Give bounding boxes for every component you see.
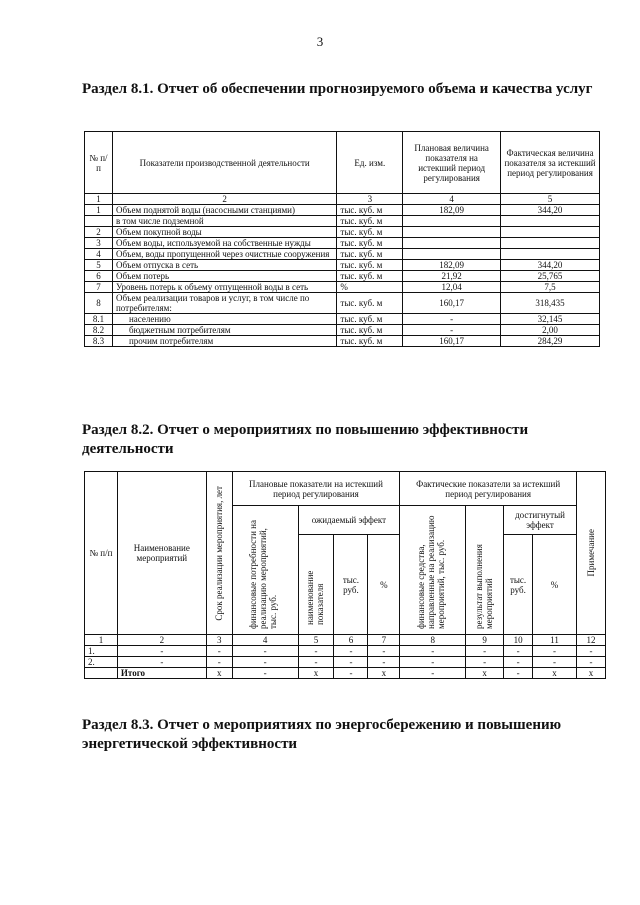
col-number: 9 [466, 635, 504, 646]
row-unit: тыс. куб. м [337, 238, 403, 249]
row-actual: 344,20 [501, 260, 600, 271]
table-cell: - [368, 646, 400, 657]
table-cell: - [576, 657, 605, 668]
row-unit: тыс. куб. м [337, 249, 403, 260]
table-row [85, 657, 606, 668]
section-8-3-title: Раздел 8.3. Отчет о мероприятиях по энергосбережению и повышению энергетической эффективности [82, 717, 562, 752]
col-number: 4 [403, 194, 501, 205]
row-planned: 160,17 [403, 293, 501, 314]
col-number: 7 [368, 635, 400, 646]
table-cell: - [400, 668, 466, 679]
table-cell: x [533, 668, 577, 679]
table-cell: - [576, 646, 605, 657]
t2-header-name: Наименование мероприятий [117, 472, 206, 635]
row-indicator: Объем воды, используемой на собственные нужды [112, 238, 336, 249]
t2-header-percent-2: % [533, 535, 577, 635]
row-actual: 344,20 [501, 205, 600, 216]
t2-header-expected-effect: ожидаемый эффект [298, 506, 400, 535]
table-cell: - [334, 668, 368, 679]
col-number: 5 [298, 635, 334, 646]
table-cell: - [298, 646, 334, 657]
table-row [85, 260, 600, 271]
row-indicator: Объем покупной воды [112, 227, 336, 238]
row-unit: % [337, 282, 403, 293]
table-cell: - [368, 657, 400, 668]
t2-header-plan-finance: финансовые потребности на реализацию мероприятий, тыс. руб. [248, 520, 279, 629]
row-actual [501, 238, 600, 249]
row-planned: 182,09 [403, 205, 501, 216]
row-num: 8.2 [85, 325, 113, 336]
t2-header-percent: % [368, 535, 400, 635]
table-cell: - [206, 657, 232, 668]
col-number: 12 [576, 635, 605, 646]
row-actual: 318,435 [501, 293, 600, 314]
row-actual [501, 249, 600, 260]
row-num: 1 [85, 205, 113, 216]
col-number: 11 [533, 635, 577, 646]
table-cell: - [466, 646, 504, 657]
table-cell: - [232, 668, 298, 679]
row-unit: тыс. куб. м [337, 325, 403, 336]
row-num: 7 [85, 282, 113, 293]
row-unit: тыс. куб. м [337, 314, 403, 325]
row-num: 2 [85, 227, 113, 238]
row-planned: 160,17 [403, 336, 501, 347]
table-row [85, 249, 600, 260]
row-actual [501, 227, 600, 238]
row-indicator: Уровень потерь к объему отпущенной воды в сеть [112, 282, 336, 293]
col-header-planned: Плановая величина показателя на истекший период регулирования [403, 132, 501, 194]
table-cell: - [298, 657, 334, 668]
row-actual: 32,145 [501, 314, 600, 325]
table-cell: x [368, 668, 400, 679]
col-header-num: № п/п [85, 132, 113, 194]
t2-header-achieved-effect: достигнутый эффект [504, 506, 577, 535]
table-cell: 1. [85, 646, 118, 657]
table-cell: - [117, 646, 206, 657]
table-row [85, 646, 606, 657]
table-cell: - [232, 646, 298, 657]
row-actual: 284,29 [501, 336, 600, 347]
page-number: 3 [316, 34, 324, 49]
row-indicator: населению [112, 314, 336, 325]
t2-header-actual-finance: финансовые средства, направленные на реализацию мероприятий, тыс. руб. [415, 515, 446, 629]
efficiency-measures-table [84, 471, 606, 679]
col-header-actual: Фактическая величина показателя за истекший период регулирования [501, 132, 600, 194]
row-num: 4 [85, 249, 113, 260]
row-indicator: в том числе подземной [112, 216, 336, 227]
table-cell: - [334, 657, 368, 668]
section-8-2-title: Раздел 8.2. Отчет о мероприятиях по повышению эффективности деятельности [82, 422, 529, 457]
table-cell: x [466, 668, 504, 679]
row-planned [403, 238, 501, 249]
t2-header-indicator-name: наименование показателя [304, 570, 325, 625]
total-label: Итого [117, 668, 206, 679]
row-num: 5 [85, 260, 113, 271]
col-number: 4 [232, 635, 298, 646]
row-indicator: Объем потерь [112, 271, 336, 282]
row-planned: - [403, 314, 501, 325]
table-row [85, 216, 600, 227]
row-indicator: бюджетным потребителям [112, 325, 336, 336]
row-actual: 7,5 [501, 282, 600, 293]
col-header-indicator: Показатели производственной деятельности [112, 132, 336, 194]
row-indicator: Объем, воды пропущенной через очистные сооружения [112, 249, 336, 260]
table-cell: - [206, 646, 232, 657]
table-cell: - [504, 668, 533, 679]
table-row [85, 293, 600, 314]
col-header-unit: Ед. изм. [337, 132, 403, 194]
row-unit: тыс. куб. м [337, 260, 403, 271]
table-cell [85, 668, 118, 679]
t2-header-actual-group: Фактические показатели за истекший период регулирования [400, 472, 577, 506]
col-number: 8 [400, 635, 466, 646]
production-indicators-table [84, 131, 600, 347]
table-cell: x [206, 668, 232, 679]
row-actual: 25,765 [501, 271, 600, 282]
row-num: 3 [85, 238, 113, 249]
col-number: 5 [501, 194, 600, 205]
table-cell: x [298, 668, 334, 679]
t2-header-term: Срок реализации мероприятия, лет [214, 485, 225, 621]
t2-header-thous-rub-2: тыс. руб. [504, 535, 533, 635]
col-number: 1 [85, 635, 118, 646]
table-row [85, 336, 600, 347]
row-indicator: Объем отпуска в сеть [112, 260, 336, 271]
row-num: 8.1 [85, 314, 113, 325]
row-indicator: Объем поднятой воды (насосными станциями) [112, 205, 336, 216]
total-row [85, 668, 606, 679]
row-planned: 21,92 [403, 271, 501, 282]
row-indicator: Объем реализации товаров и услуг, в том числе по потребителям: [112, 293, 336, 314]
row-unit: тыс. куб. м [337, 227, 403, 238]
table-cell: - [400, 646, 466, 657]
t2-header-result: результат выполнения мероприятий [473, 544, 494, 629]
row-actual: 2,00 [501, 325, 600, 336]
row-unit: тыс. куб. м [337, 293, 403, 314]
table-cell: - [232, 657, 298, 668]
t2-header-note: Примечание [585, 529, 596, 577]
row-indicator: прочим потребителям [112, 336, 336, 347]
table-cell: 2. [85, 657, 118, 668]
col-number: 10 [504, 635, 533, 646]
table-row [85, 325, 600, 336]
col-number: 6 [334, 635, 368, 646]
row-num [85, 216, 113, 227]
table-row [85, 205, 600, 216]
t2-header-thous-rub: тыс. руб. [334, 535, 368, 635]
section-8-1-title: Раздел 8.1. Отчет об обеспечении прогнозируемого объема и качества услуг [82, 81, 593, 97]
col-number: 3 [337, 194, 403, 205]
row-planned: - [403, 325, 501, 336]
row-unit: тыс. куб. м [337, 205, 403, 216]
table-cell: - [334, 646, 368, 657]
table-row [85, 227, 600, 238]
row-planned [403, 249, 501, 260]
row-unit: тыс. куб. м [337, 336, 403, 347]
row-unit: тыс. куб. м [337, 216, 403, 227]
table-cell: - [504, 657, 533, 668]
table-cell: - [400, 657, 466, 668]
row-planned [403, 216, 501, 227]
row-num: 8.3 [85, 336, 113, 347]
col-number: 1 [85, 194, 113, 205]
table-cell: - [466, 657, 504, 668]
table-cell: - [533, 646, 577, 657]
row-unit: тыс. куб. м [337, 271, 403, 282]
table-row [85, 282, 600, 293]
col-number: 2 [117, 635, 206, 646]
row-num: 8 [85, 293, 113, 314]
table-cell: x [576, 668, 605, 679]
col-number: 3 [206, 635, 232, 646]
row-planned [403, 227, 501, 238]
table-row [85, 314, 600, 325]
table-cell: - [504, 646, 533, 657]
table-row [85, 271, 600, 282]
t2-header-num: № п/п [85, 472, 118, 635]
table-cell: - [117, 657, 206, 668]
row-planned: 12,04 [403, 282, 501, 293]
t2-header-planned-group: Плановые показатели на истекший период регулирования [232, 472, 400, 506]
row-num: 6 [85, 271, 113, 282]
row-actual [501, 216, 600, 227]
row-planned: 182,09 [403, 260, 501, 271]
table-row [85, 238, 600, 249]
col-number: 2 [112, 194, 336, 205]
table-cell: - [533, 657, 577, 668]
